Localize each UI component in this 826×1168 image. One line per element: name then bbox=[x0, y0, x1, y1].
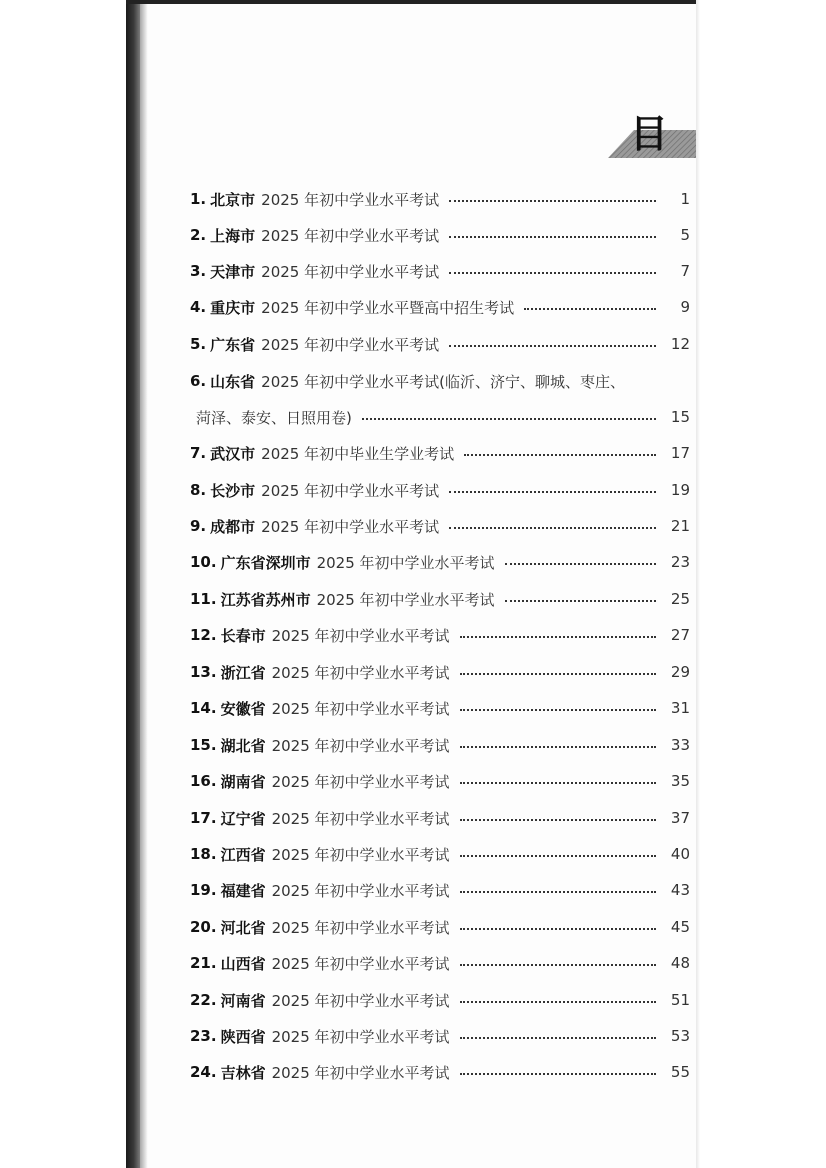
entry-description: 2025 年初中学业水平考试 bbox=[261, 190, 440, 209]
toc-entry[interactable] bbox=[190, 732, 690, 758]
entry-page-number: 5 bbox=[680, 226, 690, 244]
dot-leader bbox=[460, 964, 656, 966]
entry-page-number: 9 bbox=[680, 298, 690, 316]
entry-number: 15. bbox=[190, 736, 217, 754]
entry-page-number: 33 bbox=[670, 736, 690, 754]
toc-entry[interactable] bbox=[190, 805, 690, 831]
entry-number: 3. bbox=[190, 262, 207, 280]
dot-leader bbox=[460, 636, 656, 638]
entry-number: 17. bbox=[190, 809, 217, 827]
entry-page-number: 48 bbox=[670, 954, 690, 972]
entry-region: 成都市 bbox=[210, 517, 256, 536]
dot-leader bbox=[460, 891, 656, 893]
entry-number: 9. bbox=[190, 517, 207, 535]
entry-number: 23. bbox=[190, 1027, 217, 1045]
entry-description: 2025 年初中学业水平考试 bbox=[271, 1027, 450, 1046]
entry-description: 2025 年初中学业水平考试 bbox=[271, 736, 450, 755]
entry-number: 11. bbox=[190, 590, 217, 608]
dot-leader bbox=[449, 200, 656, 202]
entry-number: 20. bbox=[190, 918, 217, 936]
entry-region: 北京市 bbox=[210, 190, 256, 209]
toc-entry[interactable] bbox=[190, 1023, 690, 1049]
entry-region: 河南省 bbox=[220, 991, 266, 1010]
entry-region: 陕西省 bbox=[220, 1027, 266, 1046]
toc-entry[interactable] bbox=[190, 294, 690, 320]
toc-entry[interactable] bbox=[190, 695, 690, 721]
entry-description-continued: 菏泽、泰安、日照用卷) bbox=[196, 408, 352, 427]
entry-number: 14. bbox=[190, 699, 217, 717]
entry-region: 安徽省 bbox=[220, 699, 266, 718]
entry-number: 4. bbox=[190, 298, 207, 316]
dot-leader bbox=[505, 563, 656, 565]
scan-binding-shadow bbox=[126, 0, 140, 1168]
entry-description: 2025 年初中学业水平考试 bbox=[271, 991, 450, 1010]
entry-description: 2025 年初中学业水平考试 bbox=[261, 481, 440, 500]
entry-description: 2025 年初中学业水平考试 bbox=[271, 1063, 450, 1082]
entry-region: 重庆市 bbox=[210, 298, 256, 317]
entry-page-number: 25 bbox=[670, 590, 690, 608]
entry-page-number: 1 bbox=[680, 190, 690, 208]
entry-page-number: 12 bbox=[670, 335, 690, 353]
dot-leader bbox=[460, 782, 656, 784]
entry-description: 2025 年初中学业水平考试 bbox=[261, 335, 440, 354]
entry-region: 福建省 bbox=[220, 881, 266, 900]
dot-leader bbox=[449, 236, 656, 238]
dot-leader bbox=[449, 527, 656, 529]
dot-leader bbox=[460, 928, 656, 930]
scan-edge-gradient bbox=[140, 0, 148, 1168]
entry-region: 武汉市 bbox=[210, 444, 256, 463]
entry-number: 6. bbox=[190, 372, 207, 390]
dot-leader bbox=[460, 819, 656, 821]
entry-description: 2025 年初中学业水平考试 bbox=[271, 954, 450, 973]
dot-leader bbox=[460, 855, 656, 857]
toc-entry[interactable] bbox=[190, 513, 690, 539]
entry-region: 河北省 bbox=[220, 918, 266, 937]
entry-page-number: 21 bbox=[670, 517, 690, 535]
entry-region: 广东省深圳市 bbox=[220, 553, 311, 572]
toc-entry[interactable] bbox=[190, 186, 690, 212]
toc-entry[interactable] bbox=[190, 950, 690, 976]
dot-leader bbox=[362, 418, 656, 420]
toc-entry[interactable] bbox=[190, 331, 690, 357]
entry-page-number: 53 bbox=[670, 1027, 690, 1045]
entry-region: 长沙市 bbox=[210, 481, 256, 500]
entry-number: 12. bbox=[190, 626, 217, 644]
entry-number: 18. bbox=[190, 845, 217, 863]
entry-number: 8. bbox=[190, 481, 207, 499]
entry-page-number: 35 bbox=[670, 772, 690, 790]
toc-entry[interactable] bbox=[190, 622, 690, 648]
toc-entry[interactable] bbox=[190, 768, 690, 794]
entry-description: 2025 年初中学业水平考试 bbox=[271, 881, 450, 900]
entry-page-number: 19 bbox=[670, 481, 690, 499]
dot-leader bbox=[460, 1001, 656, 1003]
entry-page-number: 7 bbox=[680, 262, 690, 280]
entry-page-number: 40 bbox=[670, 845, 690, 863]
entry-description: 2025 年初中学业水平考试 bbox=[261, 517, 440, 536]
entry-number: 1. bbox=[190, 190, 207, 208]
entry-number: 2. bbox=[190, 226, 207, 244]
toc-entry-continuation[interactable] bbox=[190, 404, 690, 430]
toc-entry[interactable] bbox=[190, 841, 690, 867]
entry-page-number: 45 bbox=[670, 918, 690, 936]
entry-region: 辽宁省 bbox=[220, 809, 266, 828]
entry-region: 山西省 bbox=[220, 954, 266, 973]
entry-number: 19. bbox=[190, 881, 217, 899]
dot-leader bbox=[460, 746, 656, 748]
entry-region: 湖北省 bbox=[220, 736, 266, 755]
entry-page-number: 27 bbox=[670, 626, 690, 644]
entry-page-number: 37 bbox=[670, 809, 690, 827]
toc-entry[interactable] bbox=[190, 1059, 690, 1085]
toc-entry[interactable] bbox=[190, 477, 690, 503]
dot-leader bbox=[460, 1073, 656, 1075]
toc-entry[interactable] bbox=[190, 440, 690, 466]
dot-leader bbox=[464, 454, 656, 456]
toc-entry[interactable] bbox=[190, 914, 690, 940]
toc-entry[interactable] bbox=[190, 549, 690, 575]
entry-region: 湖南省 bbox=[220, 772, 266, 791]
entry-number: 24. bbox=[190, 1063, 217, 1081]
entry-description: 2025 年初中学业水平考试 bbox=[261, 262, 440, 281]
dot-leader bbox=[505, 600, 656, 602]
entry-region: 浙江省 bbox=[220, 663, 266, 682]
toc-title: 目 bbox=[629, 111, 668, 156]
entry-description: 2025 年初中学业水平考试 bbox=[271, 845, 450, 864]
dot-leader bbox=[460, 1037, 656, 1039]
entry-page-number: 23 bbox=[670, 553, 690, 571]
entry-region: 长春市 bbox=[220, 626, 266, 645]
toc-entry[interactable] bbox=[190, 586, 690, 612]
entry-description: 2025 年初中学业水平考试 bbox=[316, 590, 495, 609]
entry-number: 13. bbox=[190, 663, 217, 681]
entry-region: 江苏省苏州市 bbox=[220, 590, 311, 609]
toc-entry[interactable] bbox=[190, 258, 690, 284]
toc-entry[interactable] bbox=[190, 877, 690, 903]
toc-title-tab bbox=[608, 108, 696, 160]
dot-leader bbox=[449, 491, 656, 493]
entry-page-number: 31 bbox=[670, 699, 690, 717]
dot-leader bbox=[449, 272, 656, 274]
toc-entry[interactable] bbox=[190, 987, 690, 1013]
dot-leader bbox=[449, 345, 656, 347]
entry-region: 天津市 bbox=[210, 262, 256, 281]
entry-region: 吉林省 bbox=[220, 1063, 266, 1082]
entry-number: 7. bbox=[190, 444, 207, 462]
entry-region: 广东省 bbox=[210, 335, 256, 354]
scan-right-edge bbox=[696, 0, 700, 1168]
entry-number: 5. bbox=[190, 335, 207, 353]
entry-page-number: 15 bbox=[670, 408, 690, 426]
entry-page-number: 17 bbox=[670, 444, 690, 462]
entry-number: 10. bbox=[190, 553, 217, 571]
dot-leader bbox=[524, 308, 656, 310]
entry-page-number: 43 bbox=[670, 881, 690, 899]
entry-description: 2025 年初中学业水平考试 bbox=[316, 553, 495, 572]
entry-region: 山东省 bbox=[210, 372, 256, 391]
entry-description: 2025 年初中学业水平考试 bbox=[261, 226, 440, 245]
entry-description: 2025 年初中毕业生学业考试 bbox=[261, 444, 455, 463]
entry-description: 2025 年初中学业水平考试 bbox=[271, 699, 450, 718]
entry-description: 2025 年初中学业水平暨高中招生考试 bbox=[261, 298, 515, 317]
entry-description: 2025 年初中学业水平考试 bbox=[271, 626, 450, 645]
entry-description: 2025 年初中学业水平考试 bbox=[271, 772, 450, 791]
dot-leader bbox=[460, 709, 656, 711]
toc-entry[interactable] bbox=[190, 659, 690, 685]
entry-page-number: 29 bbox=[670, 663, 690, 681]
entry-number: 22. bbox=[190, 991, 217, 1009]
dot-leader bbox=[460, 673, 656, 675]
entry-region: 江西省 bbox=[220, 845, 266, 864]
entry-number: 16. bbox=[190, 772, 217, 790]
entry-page-number: 55 bbox=[670, 1063, 690, 1081]
entry-region: 上海市 bbox=[210, 226, 256, 245]
entry-page-number: 51 bbox=[670, 991, 690, 1009]
entry-description: 2025 年初中学业水平考试 bbox=[271, 918, 450, 937]
entry-description: 2025 年初中学业水平考试 bbox=[271, 809, 450, 828]
entry-number: 21. bbox=[190, 954, 217, 972]
toc-entry[interactable] bbox=[190, 368, 690, 394]
entry-description: 2025 年初中学业水平考试 bbox=[271, 663, 450, 682]
entry-description: 2025 年初中学业水平考试(临沂、济宁、聊城、枣庄、 bbox=[261, 372, 625, 391]
toc-entry[interactable] bbox=[190, 222, 690, 248]
